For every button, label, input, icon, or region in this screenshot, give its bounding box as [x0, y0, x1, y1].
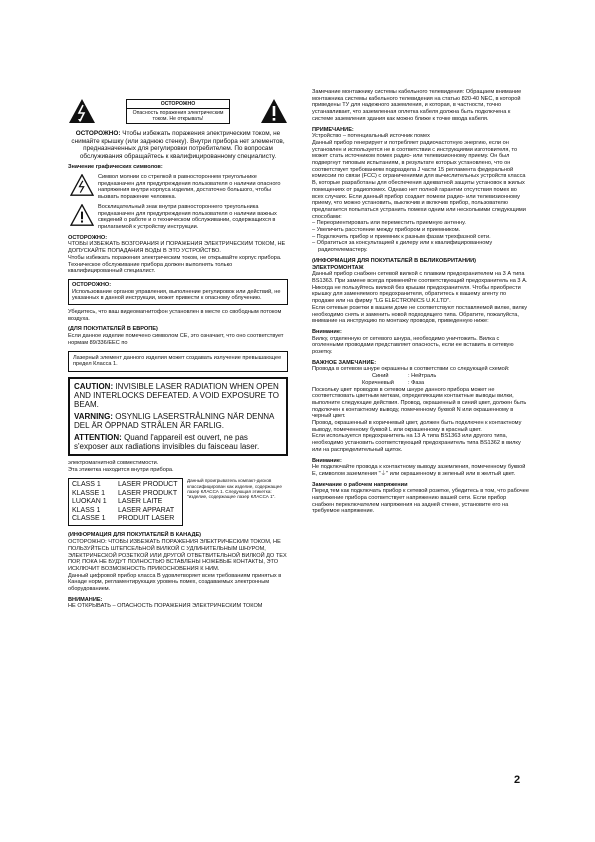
attention2-heading: Внимание:: [312, 457, 342, 464]
note-list-item: – Увеличить расстояние между прибором и приемником.: [312, 227, 461, 234]
class1-line-b: LASER LAITE: [118, 498, 163, 506]
symbol-lightning-row: [68, 174, 288, 201]
caution2-text1: ЧТОБЫ ИЗБЕЖАТЬ ВОЗГОРАНИЯ И ПОРАЖЕНИЯ ЭЛЕКТРИЧЕСКИМ ТОКОМ, НЕ ДОПУСКАЙТЕ ПОПАДАНИЯ ВОДЫ В ЭТО УСТРОЙСТВО.: [68, 241, 286, 255]
laser-caution-en-bold: CAUTION:: [74, 381, 114, 391]
voltage-heading: Замечание о рабочем напряжении: [312, 481, 408, 488]
canada-text1: ОСТОРОЖНО: ЧТОБЫ ИЗБЕЖАТЬ ПОРАЖЕНИЯ ЭЛЕКТРИЧЕСКИМ ТОКОМ, НЕ ПОЛЬЗУЙТЕСЬ ШТЕПСЕЛЬНОЙ ВИЛКОЙ С УДЛИНИТЕЛЬНЫМ ШНУРОМ, ЭЛЕКТРИЧЕСКОЙ РОЗЕТКОЙ ИЛИ ДРУГОЙ ОТВЕТВИТЕЛЬНОЙ ВИЛКОЙ ДО ТЕХ ПОР, ПОКА НЕ БУДУТ ПОЛНОСТЬЮ ВСТАВЛЕНЫ НОЖЕВЫЕ КОНТАКТЫ, ЭТО ИСКЛЮЧИТ ВОЗМОЖНОСТЬ ПРИКОСНОВЕНИЯ К НИМ.: [68, 539, 287, 572]
caution-box-heading: ОСТОРОЖНО:: [72, 281, 112, 288]
lightning-triangle-icon: [68, 98, 96, 124]
symbol-lightning-text: Символ молнии со стрелкой в равностороннем треугольнике предназначен для предупреждения пользователя о наличии опасного напряжения внутри корпуса изделия, достаточно большого, чтобы вызвать поражение человека.: [98, 174, 281, 201]
note-list-item: – Переориентировать или переместить приемную антенну.: [312, 220, 466, 227]
laser-caution-fr: [74, 433, 282, 451]
uk-text1: Данный прибор снабжен сетевой вилкой с плавким предохранителем на 3 А типа BS1363. При замене всегда применяйте соответствующий предохранитель на 3 А. Никогда не пользуйтесь вилкой без крышки предохранителя. Чтобы приобрести крышку для заменяемого предохранителя, обратитесь к вашему агенту по продаже или на фирму "LG ELECTRONICS U.K.LTD".: [312, 271, 528, 305]
warning-label-text: Опасность поражения электрическим током. Не открывать!: [132, 109, 224, 122]
attention-bottom-text: НЕ ОТКРЫВАТЬ – ОПАСНОСТЬ ПОРАЖЕНИЯ ЭЛЕКТРИЧЕСКИМ ТОКОМ: [68, 603, 263, 610]
class1-note: Данный проигрыватель компакт-дисков классифицирован как изделие, содержащее лазер КЛАССА 1. Следующая этикетка: "изделие, содержащее лазер КЛАССА 1".: [187, 478, 282, 500]
caution2-text2: Чтобы избежать поражения электрическим током, не открывайте корпус прибора. Техническое обслуживание прибора должен выполнять только квалифицированный специалист.: [68, 254, 282, 275]
class1-line: [72, 490, 179, 498]
wire-blue: [312, 373, 529, 380]
caution2-heading: ОСТОРОЖНО:: [68, 234, 108, 241]
class1-line-a: KLASS 1: [72, 506, 101, 514]
wire-brown-label: Коричневый: [362, 379, 394, 386]
caution-intro: [68, 130, 288, 160]
important-text3: Провод, окрашенный в коричневый цвет, должен быть подключен к контактному выводу, помеченному буквой L или окрашенному в красный цвет.: [312, 420, 522, 433]
caution-box: [68, 279, 288, 305]
class1-line-b: LASER PRODUKT: [118, 489, 178, 497]
class1-line: [72, 481, 179, 489]
europe-text: Если данное изделие помечено символом CE, это означает, что оно соответствует нормам 89/336/EEC по: [68, 333, 284, 346]
label-location-text: Эта этикетка находится внутри прибора.: [68, 466, 174, 473]
right-column: [312, 89, 529, 515]
exclamation-triangle-icon: [260, 98, 288, 124]
attention-bottom-heading: ВНИМАНИЕ:: [68, 596, 103, 603]
laser-element-text: Лазерный элемент данного изделия может создавать излучение превышающее предел Класса 1.: [73, 354, 282, 368]
symbol-exclamation-row: [68, 204, 288, 231]
class1-line-b: LASER PRODUCT: [118, 481, 178, 489]
laser-caution-sv-text: OSYNLIG LASERSTRÅLNING NÄR DENNA DEL ÄR ÖPPNAD STRÅLEN ÄR FARLIG.: [74, 411, 274, 430]
laser-caution-en-text: INVISIBLE LASER RADIATION WHEN OPEN AND INTERLOCKS DEFEATED. A VOID EXPOSURE TO BEAM.: [74, 381, 279, 409]
laser-caution-sv: [74, 412, 282, 430]
ventilation-text: Убедитесь, что ваш видеомагнитофон установлен в месте со свободным потоком воздуха.: [68, 309, 282, 322]
note-list-item: – Подключить прибор и приемник к разным фазам трехфазной сети.: [312, 233, 491, 240]
laser-caution-en: [74, 382, 282, 409]
page-number: 2: [514, 774, 521, 786]
europe-heading: (ДЛЯ ПОКУПАТЕЛЕЙ В ЕВРОПЕ): [68, 326, 158, 333]
class1-row: [68, 478, 288, 526]
class1-line: [72, 515, 179, 523]
important-text4: Если используется предохранитель на 13 А типа BS1363 или другого типа, необходимо установить соответствующий предохранитель типа BS1362 в вилку или на распределительный щиток.: [312, 433, 521, 453]
warning-label-title: ОСТОРОЖНО: [127, 100, 229, 109]
caution-intro-text: Чтобы избежать поражения электрическим током, не снимайте крышку (или заднюю стенку). Внутри прибора нет элементов, предназначенных для регулировки потребителем. По вопросам обслуживания обращайтесь к квалифицированному специалисту.: [71, 130, 285, 160]
warning-label: [126, 99, 230, 124]
class1-line-a: KLASSE 1: [72, 489, 106, 497]
exclamation-triangle-icon: [70, 204, 94, 226]
lightning-triangle-icon: [70, 174, 94, 196]
class1-line-b: PRODUIT LASER: [118, 514, 175, 522]
important-text2: Поскольку цвет проводов в сетевом шнуре данного прибора может не соответствовать цветным меткам, определяющим контактные выводы вилки, выполните следующие действия. Провод, окрашенный в синий цвет, должен быть подключен к контактному выводу, помеченному буквой N или окрашенному в черный цвет.: [312, 386, 527, 420]
voltage-text: Перед тем как подключать прибор к сетевой розетке, убедитесь в том, что рабочее напряжение прибора соответствует напряжению вашей сети. Если прибор снабжен переключателем напряжения на задней стенке, установите его на требуемое напряжение.: [312, 488, 529, 515]
symbol-exclamation-text: Восклицательный знак внутри равностороннего треугольника предназначен для предупреждения пользователя о наличии важных сведений о работе и о техническом обслуживании, содержащихся в прилагаемой к устройству инструкции.: [98, 203, 277, 230]
note-list-item: – Обратиться за консультацией к дилеру или к квалифицированному радиотелемастеру.: [312, 240, 493, 254]
wire-brown: [312, 380, 529, 387]
uk-heading: (ИНФОРМАЦИЯ ДЛЯ ПОКУПАТЕЛЕЙ В ВЕЛИКОБРИТАНИИ) ЭЛЕКТРОМОНТАЖ: [312, 257, 477, 271]
note-heading: ПРИМЕЧАНИЕ:: [312, 126, 354, 133]
emc-text: электромагнитной совместимости.: [68, 459, 159, 466]
laser-caution-fr-bold: ATTENTION:: [74, 432, 122, 442]
symbols-heading: Значение графических символов:: [68, 164, 163, 171]
wire-blue-label: Синий: [372, 373, 389, 380]
wire-blue-value: : Нейтраль: [408, 373, 437, 380]
caution-box-text: Использование органов управления, выполнение регулировок или действий, не указанных в данной инструкции, может привести к опасному облучению.: [72, 288, 281, 302]
cable-installer-note: Замечание монтажнику системы кабельного телевидения: Обращаем внимание монтажника системы кабельного телевидения на статью 820-40 NEC, в которой приведены ТУ для надежного заземления, и которая, в частности, точно устанавливает, что заземленная оплетка кабеля должна быть подключена к системе заземления здания как можно ближе к точке ввода кабеля.: [312, 89, 522, 122]
laser-element-box: [68, 351, 288, 372]
important-text: Провода в сетевом шнуре окрашены в соответствии со следующей схемой:: [312, 366, 510, 373]
attention-heading: Внимание:: [312, 328, 342, 335]
class1-line-a: CLASS 1: [72, 481, 101, 489]
caution-intro-bold: ОСТОРОЖНО:: [75, 130, 121, 137]
laser-caution-fr-text: Quand l'appareil est ouvert, ne pas s'exposer aux radiations invisibles du faisceau laser.: [74, 432, 260, 451]
warning-label-row: [68, 96, 288, 126]
class1-line-b: LASER APPARAT: [118, 506, 175, 514]
class1-line: [72, 507, 179, 515]
class1-line-a: CLASSE 1: [72, 514, 106, 522]
class1-line: [72, 498, 179, 506]
canada-heading: (ИНФОРМАЦИЯ ДЛЯ ПОКУПАТЕЛЕЙ В КАНАДЕ): [68, 532, 202, 539]
uk-text2: Если сетевые розетки в вашем доме не соответствуют поставляемой вилке, вилку необходимо снять и заменить новой подходящего типа. Обратите, пожалуйста, внимание на инструкцию по монтажу проводов, приведенную ниже:: [312, 304, 528, 325]
laser-caution-sv-bold: VARNING:: [74, 411, 113, 421]
left-column: [68, 96, 288, 610]
laser-caution-box: [68, 377, 288, 456]
attention-text: Вилку, отделенную от сетевого шнура, необходимо уничтожить. Вилка с оголенными проводами представляет опасность, если ее вставить в сетевую розетку.: [312, 335, 514, 356]
class1-line-a: LUOKAN 1: [72, 498, 107, 506]
wire-brown-value: : Фаза: [408, 379, 425, 386]
important-heading: ВАЖНОЕ ЗАМЕЧАНИЕ:: [312, 359, 377, 366]
canada-text2: Данный цифровой прибор класса В удовлетворяет всем требованиям принятых в Канаде норм, регламентирующих уровень помех, создаваемых электронным оборудованием.: [68, 572, 282, 593]
attention2-text: Не подключайте провода к контактному выводу заземления, помеченному буквой Е, символом заземления "⏚" или окрашенному в зеленый или в желтый цвет.: [312, 464, 526, 477]
class1-label: [68, 478, 183, 526]
note-text: Устройство – потенциальный источник помех Данный прибор генерирует и потребляет радиочастотную энергию, если он установлен и используется не в соответствии с инструкциями изготовителя, то может стать источником помех радио- или телевизионному приему. Он был подвергнут типовым испытаниям, в результате которых установлено, что он соответствует требованиям подраздела J части 15 регламента федеральной комиссии по связи (FCC) с ограничениями для вычислительных устройств класса В, которые разработаны для обеспечения адекватной защиты установок в жилых помещениях от радиопомех. Однако нет полной гарантии отсутствия помех во всех случаях. Если данный прибор создает помехи радио- или телевизионному приему, что можно установить, выключив и включив прибор, пользователю предлагается попытаться устранить помехи одним или несколькими следующими способами:: [312, 133, 526, 220]
